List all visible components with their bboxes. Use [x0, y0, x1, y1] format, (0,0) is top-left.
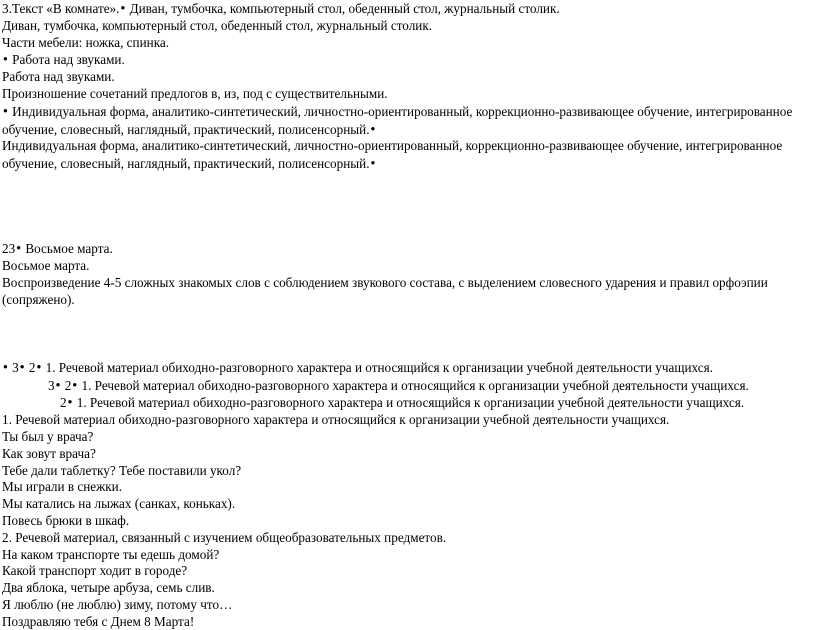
bullet-icon: ●: [55, 379, 61, 389]
bullet-icon: ●: [120, 3, 126, 12]
text-fragment: Работа над звуками.: [8, 52, 125, 68]
text-line: [2, 51, 814, 69]
text-line: Работа над звуками.: [2, 69, 115, 85]
text-line: [2, 394, 814, 412]
text-line: Ты был у врача?: [2, 428, 94, 444]
bullet-icon: ●: [67, 397, 73, 407]
text-fragment: Индивидуальная форма, аналитико-синтетический, личностно-ориентированный, коррекционно-развивающее обучение, интегрированное обучение, словесный, наглядный, практический, полисенсорный.: [2, 103, 793, 137]
text-fragment: 1. Речевой материал обиходно-разговорного характера и относящийся к организации учебной деятельности учащихся.: [42, 359, 713, 375]
text-line: Поздравляю тебя с Днем 8 Марта!: [2, 613, 195, 629]
text-paragraph: Воспроизведение 4-5 сложных знакомых слов с соблюдением звукового состава, с выделением словесного ударения и правил орфоэпии (сопряжено).: [2, 274, 768, 307]
blank-line: [2, 207, 814, 224]
text-line: Повесь брюки в шкаф.: [2, 512, 130, 528]
blank-line: [2, 173, 814, 190]
bullet-icon: ●: [72, 379, 78, 389]
bullet-icon: ●: [3, 54, 8, 64]
text-line: Части мебели: ножка, спинка.: [2, 34, 170, 50]
text-fragment: 23: [2, 241, 16, 257]
text-line: 1. Речевой материал обиходно-разговорного характера и относящийся к организации учебной деятельности учащихся.: [2, 412, 670, 428]
text-fragment: 3: [48, 377, 55, 393]
text-line: Какой транспорт ходит в городе?: [2, 563, 188, 579]
blank-line: [2, 190, 814, 207]
text-line: 2. Речевой материал, связанный с изучением общеобразовательных предметов.: [2, 529, 447, 545]
blank-line: [2, 342, 814, 359]
blank-line: [2, 325, 814, 342]
blank-line: [2, 223, 814, 240]
bullet-icon: ●: [36, 361, 42, 371]
text-fragment: 1. Речевой материал обиходно-разговорного характера и относящийся к организации учебной деятельности учащихся.: [73, 395, 745, 411]
text-fragment: 2: [60, 395, 67, 411]
text-paragraph: [2, 138, 814, 173]
text-fragment: 1. Речевой материал обиходно-разговорного характера и относящийся к организации учебной деятельности учащихся.: [78, 377, 749, 393]
text-line: Восьмое марта.: [2, 257, 90, 273]
text-paragraph: [2, 103, 814, 139]
text-line: Два яблока, четыре арбуза, семь слив.: [2, 580, 215, 596]
text-fragment: 3: [8, 359, 19, 375]
bullet-icon: ●: [3, 105, 8, 115]
bullet-icon: ●: [3, 361, 8, 371]
text-line: Я люблю (не люблю) зиму, потому что…: [2, 596, 233, 612]
text-line: Мы катались на лыжах (санках, коньках).: [2, 496, 236, 512]
text-line: На каком транспорте ты едешь домой?: [2, 546, 220, 562]
text-fragment: 2: [61, 377, 72, 393]
bullet-icon: ●: [370, 123, 376, 133]
text-fragment: 3.Текст «В комнате».: [2, 1, 120, 16]
blank-line: [2, 308, 814, 325]
text-line: [2, 359, 814, 377]
text-fragment: Индивидуальная форма, аналитико-синтетический, личностно-ориентированный, коррекционно-развивающее обучение, интегрированное обучение, словесный, наглядный, практический, полисенсорный.: [2, 138, 783, 172]
text-line: [2, 0, 814, 18]
text-line: Тебе дали таблетку? Тебе поставили укол?: [2, 462, 242, 478]
text-line: [2, 377, 814, 395]
text-line: Произношение сочетаний предлогов в, из, под с существительными.: [2, 85, 388, 101]
bullet-icon: ●: [370, 158, 376, 168]
text-line: [2, 240, 814, 258]
document-body: [2, 0, 814, 630]
text-line: Диван, тумбочка, компьютерный стол, обеденный стол, журнальный столик.: [2, 17, 433, 33]
text-fragment: 2: [25, 359, 36, 375]
text-fragment: Диван, тумбочка, компьютерный стол, обеденный стол, журнальный столик.: [126, 1, 560, 16]
bullet-icon: ●: [16, 243, 22, 253]
text-line: Как зовут врача?: [2, 445, 96, 461]
text-line: Мы играли в снежки.: [2, 479, 123, 495]
text-fragment: Восьмое марта.: [22, 241, 113, 257]
bullet-icon: ●: [19, 361, 25, 371]
